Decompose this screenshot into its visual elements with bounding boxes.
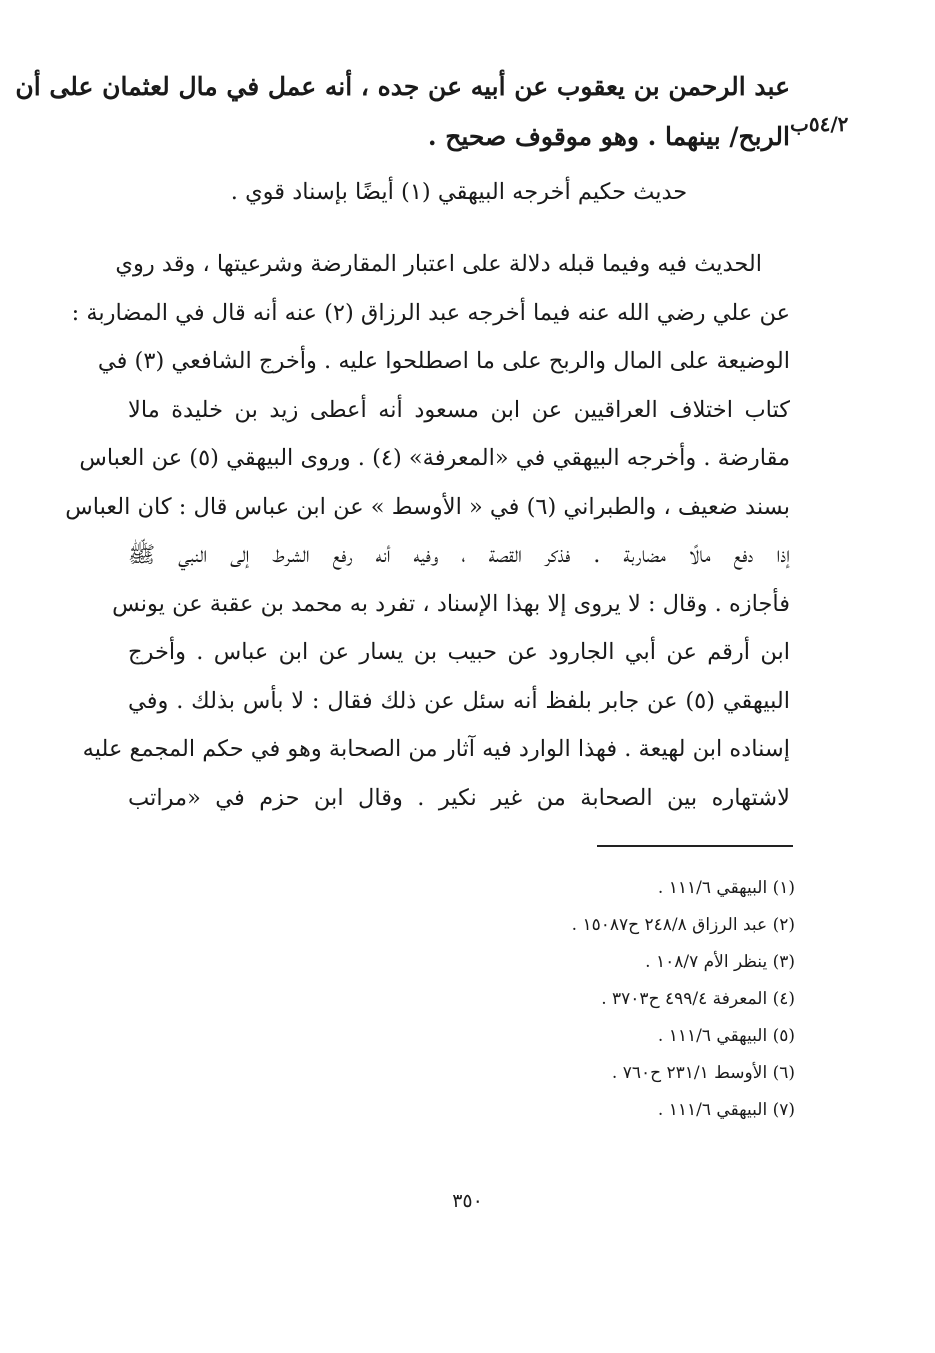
body-line: بسند ضعيف ، والطبراني (٦) في « الأوسط » عن ابن عباس قال : كان العباس xyxy=(65,493,790,520)
body-line: إسناده ابن لهيعة . فهذا الوارد فيه آثار من الصحابة وهو في حكم المجمع عليه xyxy=(82,736,790,762)
subheading-line: حديث حكيم أخرجه البيهقي (١) أيضًا بإسناد قوي . xyxy=(230,179,688,205)
body-line: إذا دفع مالًا مضاربة . فذكر القصة ، وفيه أنه رفع الشرط إلى النبي ﷺ xyxy=(128,542,790,568)
body-paragraph xyxy=(65,240,790,822)
body-line: الحديث فيه وفيما قبله دلالة على اعتبار المقارضة وشرعيتها ، وقد روي xyxy=(115,251,762,277)
subheading-block xyxy=(128,168,790,217)
heading-line: عبد الرحمن بن يعقوب عن أبيه عن جده ، أنه عمل في مال لعثمان على أن xyxy=(15,72,790,101)
body-line: ابن أرقم عن أبي الجارود عن حبيب بن يسار عن ابن عباس . وأخرج xyxy=(128,639,790,665)
body-line: كتاب اختلاف العراقيين عن ابن مسعود أنه أعطى زيد بن خليدة مالا xyxy=(128,396,790,423)
margin-folio-note: ٥٤/٢ب xyxy=(790,112,849,136)
heading-line: الربح/ بينهما . وهو موقوف صحيح . xyxy=(427,122,790,151)
heading-block xyxy=(15,62,790,162)
body-line: لاشتهاره بين الصحابة من غير نكير . وقال ابن حزم في «مراتب xyxy=(128,784,790,811)
body-line: فأجازه . وقال : لا يروى إلا بهذا الإسناد ، تفرد به محمد بن عقبة عن يونس xyxy=(112,590,790,617)
footnote: (٤) المعرفة ٤٩٩/٤ ح٣٧٠٣ . xyxy=(601,989,795,1009)
page-number: ٣٥٠ xyxy=(452,1190,483,1212)
footnote-divider xyxy=(597,845,793,847)
body-line: مقارضة . وأخرجه البيهقي في «المعرفة» (٤) . وروى البيهقي (٥) عن العباس xyxy=(79,445,790,471)
footnote: (١) البيهقي ١١١/٦ . xyxy=(657,878,795,898)
body-line: عن علي رضي الله عنه فيما أخرجه عبد الرزاق (٢) عنه أنه قال في المضاربة : xyxy=(71,299,790,326)
body-line: البيهقي (٥) عن جابر بلفظ أنه سئل عن ذلك فقال : لا بأس بذلك . وفي xyxy=(128,687,790,714)
footnotes-list xyxy=(572,870,795,1129)
footnote: (٧) البيهقي ١١١/٦ . xyxy=(657,1100,795,1120)
footnote: (٥) البيهقي ١١١/٦ . xyxy=(657,1026,795,1046)
footnote: (٢) عبد الرزاق ٢٤٨/٨ ح١٥٠٨٧ . xyxy=(571,915,795,935)
body-line: الوضيعة على المال والربح على ما اصطلحوا عليه . وأخرج الشافعي (٣) في xyxy=(97,348,790,374)
footnote: (٦) الأوسط ٢٣١/١ ح٧٦٠ . xyxy=(611,1063,795,1083)
footnote: (٣) ينظر الأم ١٠٨/٧ . xyxy=(645,952,795,972)
